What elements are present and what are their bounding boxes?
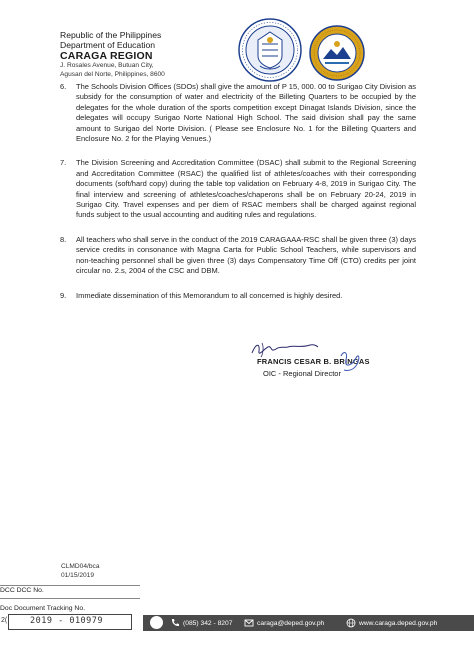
item-text: The Schools Division Offices (SDOs) shall give the amount of P 15, 000. 00 to Surigao City Division as subsidy for the consumption of water and electricity of the Billeting Quarters to be occupied by the delegates for the whole duration of the sports competition except Dinagat Islands Division, since the delegates will occupy Surigao Norte National High School. The said division shall pay the same amount to Surigao del Norte Division. ( Please see Enclosure No. 1 for the Billeting Quarters and Enclosure No. 2 for the Playing Venues.) <box>76 82 416 144</box>
republic-line: Republic of the Philippines <box>60 30 162 40</box>
reference-code: CLMD04/bca <box>61 563 100 570</box>
phone-number: (085) 342 - 8207 <box>183 619 233 627</box>
email-address[interactable]: caraga@deped.gov.ph <box>257 619 325 627</box>
footer-website[interactable] <box>346 615 437 631</box>
address-line-2: Agusan del Norte, Philippines, 8600 <box>60 70 165 78</box>
memo-item <box>60 235 416 277</box>
signature-icon <box>250 339 320 359</box>
reference-date: 01/15/2019 <box>61 572 95 579</box>
memo-items <box>60 82 416 315</box>
globe-icon <box>346 618 356 628</box>
item-number: 8. <box>60 234 67 244</box>
signatory-name: FRANCIS CESAR B. BRINGAS <box>257 357 370 366</box>
signatory-title: OIC - Regional Director <box>263 369 341 378</box>
phone-icon <box>170 618 180 628</box>
item-number: 9. <box>60 290 67 300</box>
tracking-number: 2019 - 010979 <box>30 616 104 626</box>
item-number: 6. <box>60 82 67 91</box>
memo-item <box>60 291 416 301</box>
tracking-prefix: 2( <box>1 617 8 624</box>
department-line: Department of Education <box>60 40 156 50</box>
tracking-label: Doc Document Tracking No. <box>0 605 85 612</box>
deped-seal-icon <box>238 18 302 82</box>
memo-item <box>60 82 416 144</box>
memo-item <box>60 158 416 220</box>
address-line-1: J. Rosales Avenue, Butuan City, <box>60 62 154 69</box>
region-name: CARAGA REGION <box>60 50 153 62</box>
website-url[interactable]: www.caraga.deped.gov.ph <box>359 619 438 627</box>
item-text: All teachers who shall serve in the conduct of the 2019 CARAGAAA-RSC shall be given three (3) days service credits in consonance with Magna Carta for Public School Teachers, while supervisors and non-teaching personnel shall be given three (3) days Compensatory Time Off (CTO) credits per joint circular no. 2.s, 2004 of the CSC and DBM. <box>76 234 416 276</box>
footer-email[interactable] <box>244 615 324 631</box>
footer-phone <box>170 615 232 631</box>
item-number: 7. <box>60 158 67 168</box>
mail-icon <box>244 618 254 628</box>
initial-mark-icon <box>338 346 364 374</box>
item-text: The Division Screening and Accreditation Committee (DSAC) shall submit to the Regional Screening and Accreditation Committee (RSAC) the qualified list of athletes/coaches with their corresponding documents (soft/hard copy) during the table top validation on February 4-8, 2019 in Surigao City. The final interview and screening of athletes/coaches/chaperons shall be on February 20-24, 2019 in Surigao City. Travel expenses and per diem of RSAC members shall be charged against regional funds subject to the usual accounting and auditing rules and regulations. <box>76 158 416 220</box>
item-text: Immediate dissemination of this Memorandum to all concerned is highly desired. <box>76 290 343 300</box>
footer-logo-icon <box>150 616 163 629</box>
caraga-region-seal-icon <box>309 25 365 81</box>
letterhead <box>60 30 245 79</box>
dcc-label: DCC DCC No. <box>0 587 44 594</box>
